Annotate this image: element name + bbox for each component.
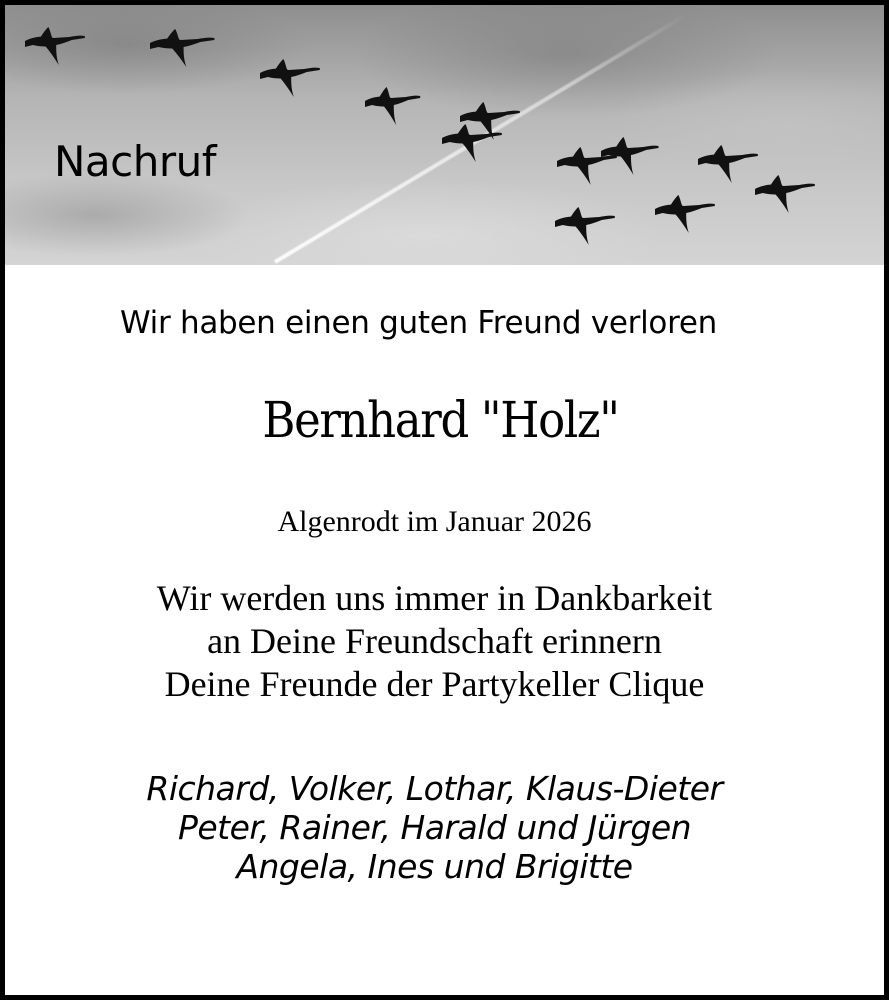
message-line: Wir werden uns immer in Dankbarkeit: [156, 578, 713, 618]
deceased-name: Bernhard "Holz": [262, 391, 619, 449]
signatories-line: Peter, Rainer, Harald und Jürgen: [177, 808, 692, 847]
signatories-line: Angela, Ines und Brigitte: [236, 847, 633, 886]
flying-geese-icon: [5, 5, 884, 265]
header-image: [5, 5, 884, 265]
signatories: [5, 769, 874, 886]
place-date: Algenrodt im Januar 2026: [277, 505, 592, 538]
message-line: Deine Freunde der Partykeller Clique: [164, 664, 705, 704]
condolence-message: [5, 577, 874, 706]
obituary-notice: [5, 5, 884, 995]
intro-line: Wir haben einen guten Freund verloren: [119, 305, 717, 341]
message-line: an Deine Freundschaft erinnern: [207, 621, 662, 661]
signatories-line: Richard, Volker, Lothar, Klaus-Dieter: [146, 769, 723, 808]
notice-title: Nachruf: [54, 137, 217, 186]
